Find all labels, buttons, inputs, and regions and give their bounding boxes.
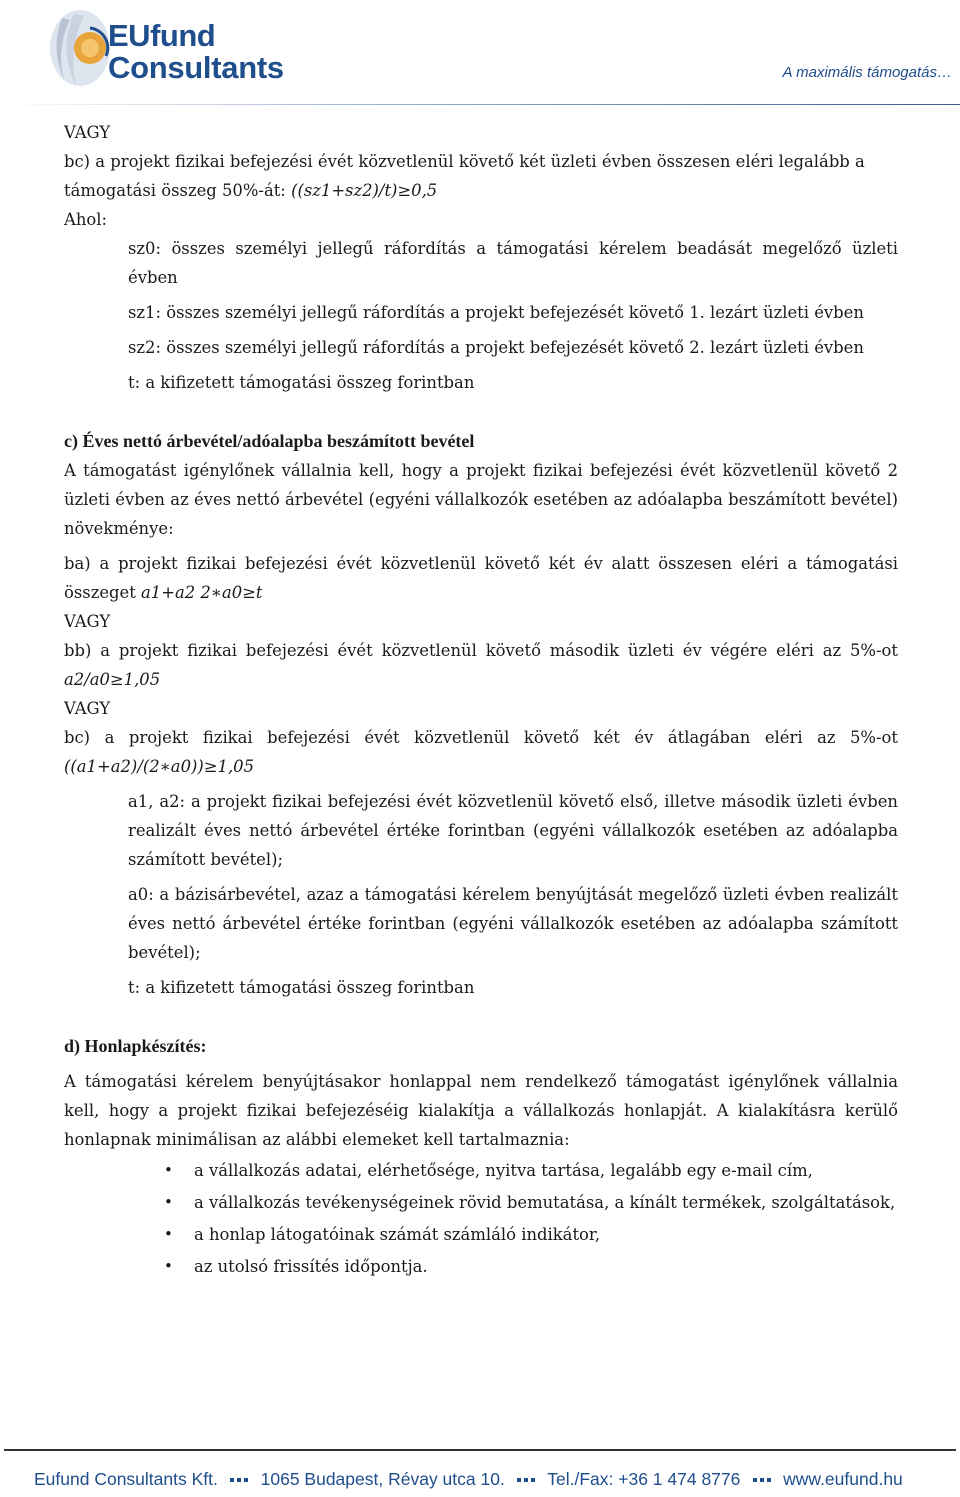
list-item: • a vállalkozás tevékenységeinek rövid bemutatása, a kínált termékek, szolgáltatások, [194,1188,898,1217]
definition-t: t: a kifizetett támogatási összeg forintban [128,373,475,392]
footer-website-link[interactable]: www.eufund.hu [783,1469,903,1489]
document-body [64,118,898,1284]
separator-icon [516,1469,537,1490]
separator-icon [751,1469,772,1490]
vagy-label: VAGY [64,612,111,631]
criterion-bb [64,636,898,694]
criterion-bc-1-text: bc) a projekt fizikai befejezési évét közvetlenül követő két üzleti évben összesen eléri legalább a támogatási összeg 50%-át: [64,152,865,200]
definition-a1-a2: a1, a2: a projekt fizikai befejezési évét közvetlenül követő első, illetve második üzleti évben realizált éves nettó árbevétel értéke forintban (egyéni vállalkozók esetében az adóalapba számított bevétel); [128,792,898,869]
brand-name-line2: Consultants [108,50,284,85]
header-divider [0,104,960,105]
ahol-label: Ahol: [64,210,108,229]
definition-sz0: sz0: összes személyi jellegű ráfordítás a támogatási kérelem beadását megelőző üzleti évben [128,239,898,287]
section-d-intro: A támogatási kérelem benyújtásakor honlappal nem rendelkező támogatást igénylőnek vállalnia kell, hogy a projekt fizikai befejezéséig kialakítja a vállalkozás honlapját. A kialakításra kerülő honlapnak minimálisan az alábbi elemeket kell tartalmaznia: [64,1072,898,1149]
vagy-label: VAGY [64,123,111,142]
requirements-list [64,1156,898,1281]
brand-name-line1: EUfund [108,18,216,53]
section-heading-c: c) Éves nettó árbevétel/adóalapba beszámított bevétel [64,431,475,451]
vagy-label: VAGY [64,699,111,718]
footer-company: Eufund Consultants Kft. [34,1469,218,1489]
criterion-bc-1 [64,147,898,205]
section-c-intro: A támogatást igénylőnek vállalnia kell, hogy a projekt fizikai befejezési évét közvetlenül követő 2 üzleti évben az éves nettó árbevétel (egyéni vállalkozók esetében az adóalapba beszámított bevétel) növekménye: [64,461,898,538]
definition-a0: a0: a bázisárbevétel, azaz a támogatási kérelem benyújtását megelőző üzleti évben realizált éves nettó árbevétel értéke forintban (egyéni vállalkozók esetében az adóalapba számított bevétel); [128,885,898,962]
formula-bc-2: ((a1+a2)/(2∗a0))≥1,05 [64,757,255,776]
section-heading-d: d) Honlapkészítés: [64,1036,207,1056]
definition-sz2: sz2: összes személyi jellegű ráfordítás a projekt befejezését követő 2. lezárt üzleti évben [128,338,864,357]
footer-phone: Tel./Fax: +36 1 474 8776 [547,1469,741,1489]
tagline: A maximális támogatás… [782,64,952,81]
criterion-ba [64,549,898,607]
criterion-bc-2 [64,723,898,781]
page-header [0,0,960,106]
footer-divider [4,1449,956,1451]
definition-sz1: sz1: összes személyi jellegű ráfordítás a projekt befejezését követő 1. lezárt üzleti évben [128,303,864,322]
footer-address: 1065 Budapest, Révay utca 10. [260,1469,505,1489]
criterion-ba-text: ba) a projekt fizikai befejezési évét közvetlenül követő két év alatt összesen eléri a támogatási összeget [64,554,898,602]
formula-ba: a1+a2 2∗a0≥t [141,583,263,602]
page-footer [34,1469,903,1490]
list-item: • az utolsó frissítés időpontja. [194,1252,898,1281]
formula-bb: a2/a0≥1,05 [64,670,161,689]
criterion-bc-2-text: bc) a projekt fizikai befejezési évét közvetlenül követő két év átlagában eléri az 5%-ot [64,728,898,747]
criterion-bb-text: bb) a projekt fizikai befejezési évét közvetlenül követő második üzleti év végére eléri az 5%-ot [64,641,898,660]
definition-t: t: a kifizetett támogatási összeg forintban [128,978,475,997]
list-item: • a honlap látogatóinak számát számláló indikátor, [194,1220,898,1249]
formula-bc-1: ((sz1+sz2)/t)≥0,5 [291,181,438,200]
separator-icon [229,1469,250,1490]
list-item: • a vállalkozás adatai, elérhetősége, nyitva tartása, legalább egy e-mail cím, [194,1156,898,1185]
